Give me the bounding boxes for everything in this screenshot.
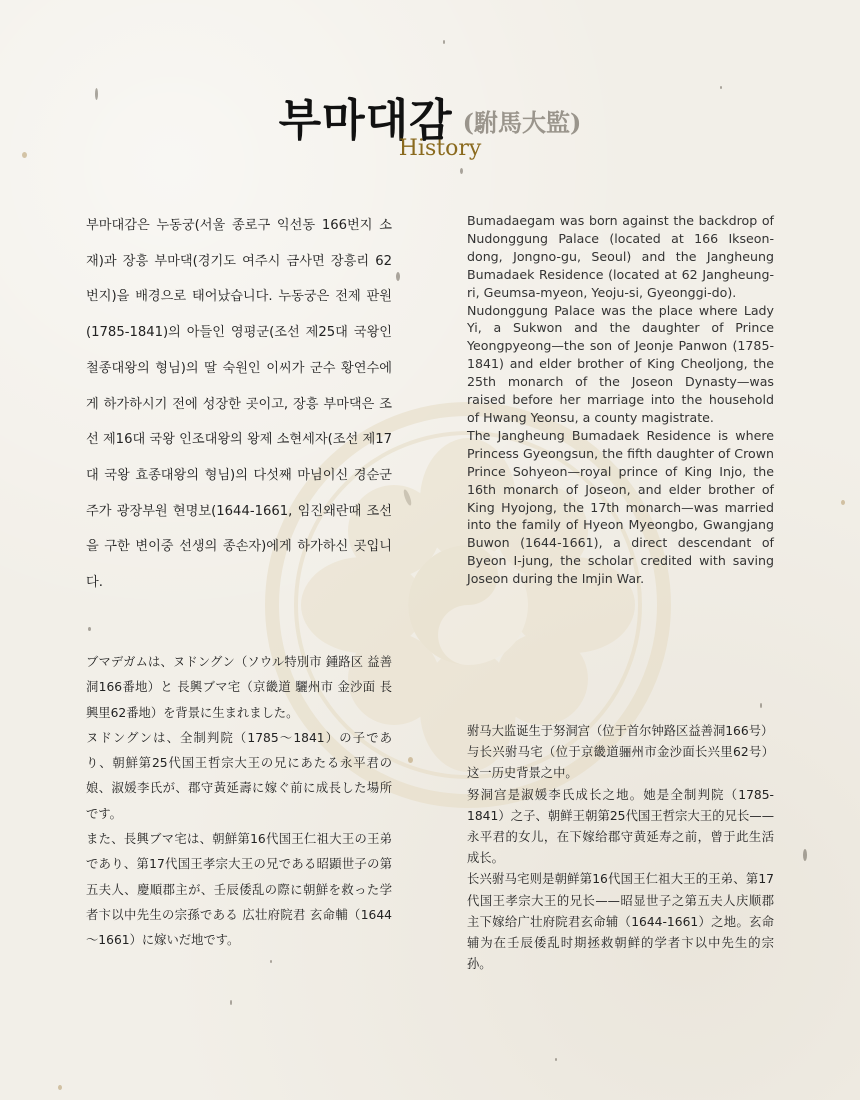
- page-subtitle: History: [398, 136, 482, 161]
- paper-fleck: [22, 152, 27, 158]
- korean-section: [86, 208, 392, 601]
- korean-paragraph: 부마대감은 누동궁(서울 종로구 익선동 166번지 소재)과 장흥 부마댁(경기도 여주시 금사면 장흥리 62번지)을 배경으로 태어났습니다. 누동궁은 전제 판원(1785-1841)의 아들인 영평군(조선 제25대 국왕인 철종대왕의 형님)의 딸 숙원인 이씨가 군수 황연수에게 하가하시기 전에 성장한 곳이고, 장흥 부마댁은 조선 제16대 국왕 인조대왕의 왕제 소현세자(조선 제17대 국왕 효종대왕의 형님)의 다섯째 마님이신 경순군주가 광장부원 현명보(1644-1661, 임진왜란때 조선을 구한 변이중 선생의 종손자)에게 하가하신 곳입니다.: [86, 218, 392, 591]
- chinese-paragraph: 与长兴驸马宅（位于京畿道骊州市金沙面长兴里62号）这一历史背景之中。: [467, 745, 774, 781]
- page-title: 부마대감: [278, 95, 453, 146]
- chinese-paragraph: 长兴驸马宅则是朝鲜第16代国王仁祖大王的王弟、第17代国王孝宗大王的兄长——昭显世子之第五夫人庆顺郡主下嫁给广壮府院君玄命辅（1644-1661）之地。玄命辅为在壬辰倭乱时期拯救朝鲜的学者卞以中先生的宗孙。: [467, 872, 774, 972]
- japanese-paragraph: また、長興ブマ宅は、朝鮮第16代国王仁祖大王の王弟であり、第17代国王孝宗大王の兄である昭顕世子の第五夫人、慶順郡主が、壬辰倭乱の際に朝鮮を救った学者卞以中先生の宗孫である 広壮府院君 玄命輔（1644～1661）に嫁いだ地です。: [86, 832, 392, 948]
- paper-fleck: [88, 627, 91, 631]
- japanese-section: [86, 650, 392, 954]
- japanese-paragraph: ヌドングンは、全制判院（1785～1841）の子であり、朝鮮第25代国王哲宗大王の兄にあたる永平君の娘、淑媛李氏が、郡守黃延壽に嫁ぐ前に成長した場所です。: [86, 730, 392, 821]
- english-paragraph: Nudonggung Palace was the place where Lady Yi, a Sukwon and the daughter of Prince Yeongpyeong—the son of Jeonje Panwon (1785-1841) and elder brother of King Cheoljong, the 25th monarch of the Joseon Dynasty—was raised before her marriage into the household of Hwang Yeonsu, a county magistrate.: [467, 302, 774, 425]
- paper-fleck: [58, 1085, 62, 1090]
- chinese-paragraph: 努洞宫是淑媛李氏成长之地。她是全制判院（1785-1841）之子、朝鲜王朝第25代国王哲宗大王的兄长——永平君的女儿，在下嫁给郡守黄延寿之前，曾于此生活成长。: [467, 787, 774, 866]
- paper-fleck: [443, 40, 445, 44]
- paper-fleck: [460, 168, 463, 174]
- paper-fleck: [396, 272, 400, 281]
- paper-fleck: [555, 1058, 557, 1061]
- paper-fleck: [270, 960, 272, 963]
- paper-fleck: [760, 703, 762, 708]
- chinese-paragraph: 驸马大监诞生于努洞宫（位于首尔钟路区益善洞166号）: [467, 724, 774, 738]
- english-section: [467, 212, 774, 588]
- english-paragraph: The Jangheung Bumadaek Residence is where Princess Gyeongsun, the fifth daughter of Crown Prince Sohyeon—royal prince of King Injo, the 16th monarch of Joseon, and elder brother of King Hyojong, the 17th monarch—was married into the family of Hyeon Myeongbo, Gwangjang Buwon (1644-1661), a direct descendant of Byeon I-jung, the scholar credited with saving Joseon during the Imjin War.: [467, 427, 774, 587]
- japanese-paragraph: ブマデガムは、ヌドングン（ソウル特別市 鍾路区 益善洞166番地）と 長興ブマ宅（京畿道 驪州市 金沙面 長興里62番地）を背景に生まれました。: [86, 655, 392, 720]
- paper-fleck: [803, 849, 807, 861]
- chinese-section: [467, 721, 774, 975]
- page-title-hanja: (駙馬大監): [462, 108, 582, 137]
- paper-fleck: [230, 1000, 232, 1005]
- english-paragraph: Bumadaegam was born against the backdrop of Nudonggung Palace (located at 166 Ikseon-dong, Jongno-gu, Seoul) and the Jangheung Bumadaek Residence (located at 62 Jangheung-ri, Geumsa-myeon, Yeoju-si, Gyeonggi-do).: [467, 213, 774, 300]
- paper-fleck: [841, 500, 845, 505]
